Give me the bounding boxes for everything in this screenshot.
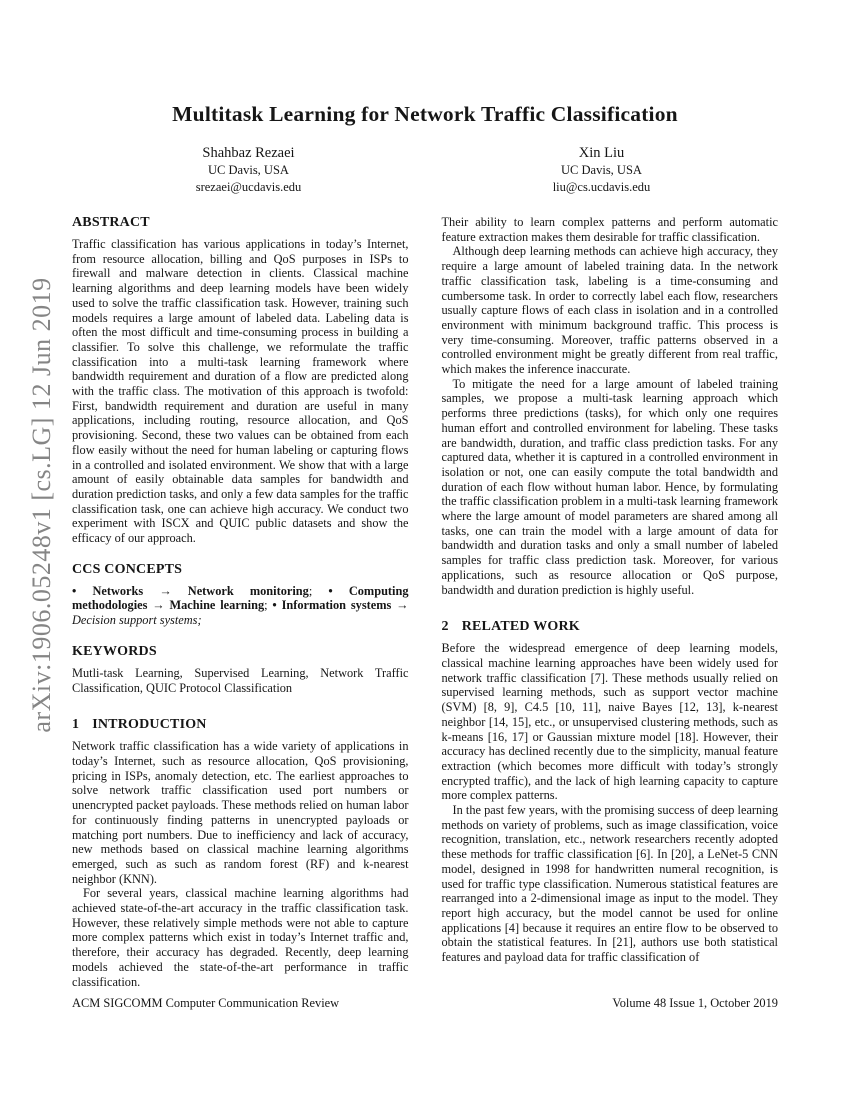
related-work-paragraph-1: Before the widespread emergence of deep learning models, classical machine learning approaches have been widely used for network traffic classification [7]. These methods usually relied on supervised learning methods, such as support vector machine (SVM) [8, 9], C4.5 [10, 11], naive Bayes [12, 13], k-nearest neighbor [14, 15], etc., or unsupervised clustering methods, such as k-means [16, 17] or Gaussian mixture model [18]. However, their accuracy has declined recently due to the simplicity, manual feature extraction (which becomes more difficult with today’s strongly encrypted traffic), and the lack of high learning capacity to capture more complex patterns. [441,641,778,803]
author-row [0,144,850,196]
author-name: Shahbaz Rezaei [202,145,295,161]
page-footer [72,996,778,1011]
footer-volume-issue: Volume 48 Issue 1, October 2019 [612,996,778,1010]
section-number: 2 [441,619,449,635]
introduction-heading [72,717,409,733]
related-work-heading [442,619,779,635]
right-column-paragraph-1: Their ability to learn complex patterns and perform automatic feature extraction makes them desirable for traffic classification. [441,215,778,244]
author-email: srezaei@ucdavis.edu [195,180,302,194]
arxiv-watermark: arXiv:1906.05248v1 [cs.LG] 12 Jun 2019 [27,277,56,733]
author-email: liu@cs.ucdavis.edu [552,180,651,194]
abstract-heading: ABSTRACT [72,215,150,230]
section-number: 1 [72,717,80,733]
right-column-paragraph-2: Although deep learning methods can achieve high accuracy, they require a large amount of labeled training data. In the network traffic classification task, labeling is a time-consuming and cumbersome task. In order to correctly label each flow, researchers usually capture flows of each class in isolation and in a controlled environment with minimum background traffic. This process is very time-consuming. Moreover, traffic patterns observed in a controlled environment might be greatly different from real traffic, which makes the inference inaccurate. [441,244,778,377]
section-title: RELATED WORK [461,619,580,635]
author-affiliation: UC Davis, USA [208,163,289,177]
left-column [72,215,409,989]
paper-title: Multitask Learning for Network Traffic Classification [172,102,678,126]
section-title: INTRODUCTION [92,717,207,733]
abstract-text: Traffic classification has various applications in today’s Internet, from resource allocation, billing and QoS purposes in ISPs to firewall and malware detection in clients. Classical machine learning algorithms and deep learning models have been widely used to solve the traffic classification task. However, training such models requires a large amount of labeled data. Labeling data is often the most difficult and time-consuming process in building a classifier. To solve this challenge, we reformulate the traffic classification into a multi-task learning framework where bandwidth requirement and duration of a flow are predicted along with the traffic class. The motivation of this approach is twofold: First, bandwidth requirement and duration are useful in many applications, including routing, resource allocation, and QoS provisioning. Second, these two values can be obtained from each flow easily without the need for human labeling or capturing flows in a controlled and isolated environment. We show that with a large amount of easily obtainable data samples for bandwidth and duration prediction tasks, and only a few data samples for the traffic classification task, one can achieve high accuracy. We conduct two experiment with ISCX and QUIC public datasets and show the efficacy of our approach. [72,237,409,546]
author-block-2 [425,144,778,196]
introduction-paragraph-1: Network traffic classification has a wide variety of applications in today’s Internet, such as resource allocation, QoS provisioning, pricing in ISPs, anomaly detection, etc. The earliest approaches to solve network traffic classification used port numbers or unencrypted packet payloads. These methods relied on human labor for continuously finding patterns in unencrypted payloads or matching port numbers. Due to inefficiency and lack of accuracy, new methods based on classical machine learning algorithms emerged, such as such as random forest (RF) and k-nearest neighbor (KNN). [72,739,409,886]
footer-journal-name: ACM SIGCOMM Computer Communication Review [72,996,340,1010]
right-column-paragraph-3: To mitigate the need for a large amount of labeled training samples, we propose a multi-task learning approach which performs three predictions (tasks), for which only one requires human effort and controlled environment for labeling. These tasks are bandwidth, duration, and traffic class prediction tasks. For any captured data, whether it is captured in a controlled environment in isolation or not, one can easily compute the total bandwidth and duration of each flow without human labor. Hence, by formulating the traffic classification problem in a multi-task learning framework where the large amount of model parameters are shared among all tasks, one can train the model with a large amount of data for bandwidth and duration tasks and only a small number of labeled samples for traffic class prediction task. Moreover, for various applications, such as resource allocation or QoS purpose, bandwidth and duration prediction is highly useful. [441,376,778,597]
related-work-paragraph-2: In the past few years, with the promising success of deep learning methods on variety of problems, such as image classification, voice recognition, translation, etc., network researchers recently adopted these methods for traffic classification [6]. In [20], a LeNet-5 CNN model, designed in 1998 for handwritten numeral recognition, is used for traffic type classification. Numerous statistical features are rearranged into a 2-dimensional image as input to the model. They report high accuracy, but the model cannot be used for online applications [4] because it requires an entire flow to be observed to obtain the statistical features. In [21], authors use both statistical features and payload data for traffic classification of [441,803,778,965]
right-column [442,215,779,989]
introduction-paragraph-2: For several years, classical machine learning algorithms had achieved state-of-the-art accuracy in the traffic classification task. However, these relatively simple methods were not able to capture more complex patterns which exist in today’s Internet traffic and, therefore, their accuracy has degraded. Recently, deep learning models achieved the state-of-the-art performance in traffic classification. [72,886,409,989]
keywords-text: Mutli-task Learning, Supervised Learning, Network Traffic Classification, QUIC Protocol Classification [72,665,409,695]
keywords-heading: KEYWORDS [72,643,157,659]
author-name: Xin Liu [578,145,625,161]
two-column-body [0,215,850,989]
author-block-1 [72,144,425,196]
ccs-heading: CCS CONCEPTS [72,561,183,577]
author-affiliation: UC Davis, USA [561,163,642,177]
ccs-concepts-text: • Networks → Network monitoring; • Computing methodologies → Machine learning; • Information systems → Decision support systems; [72,583,409,628]
